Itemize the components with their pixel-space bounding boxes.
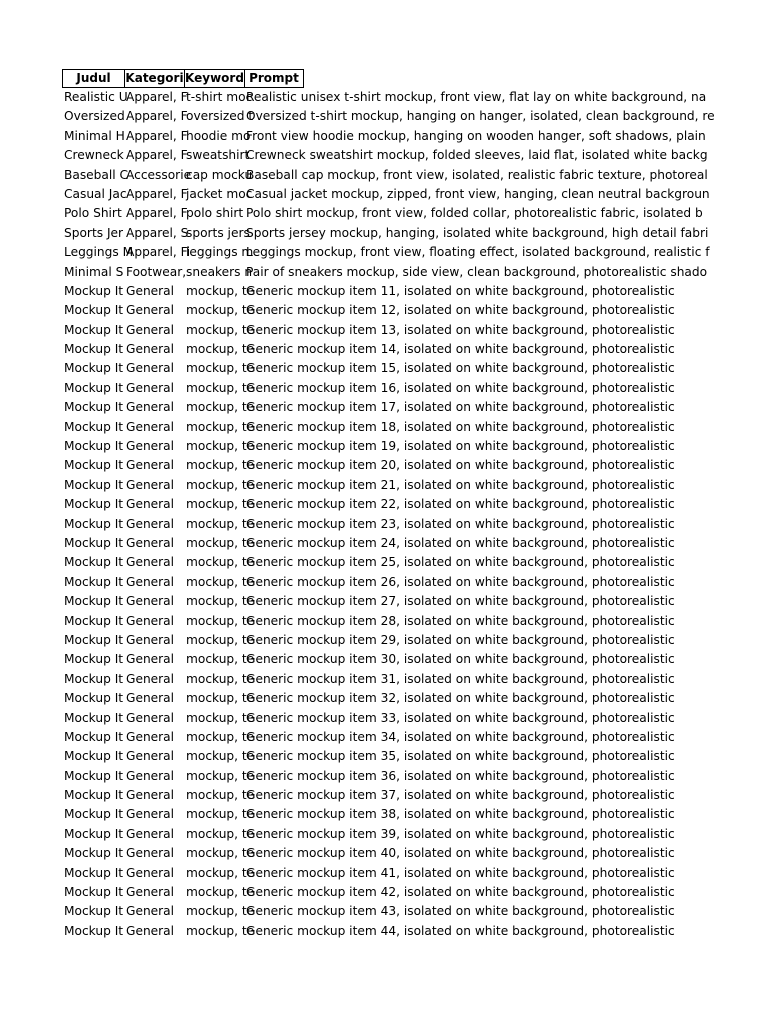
table-row <box>62 127 706 146</box>
table-row <box>62 612 675 631</box>
cell-keyword: mockup, te <box>186 439 255 454</box>
cell-keyword: mockup, te <box>186 555 255 570</box>
table-row <box>62 224 709 243</box>
cell-kategori: General <box>126 710 175 725</box>
cell-judul: Mockup It <box>64 419 124 434</box>
cell-prompt: Generic mockup item 13, isolated on white background, photorealistic <box>246 322 675 337</box>
table-row <box>62 146 708 165</box>
cell-prompt: Leggings mockup, front view, floating effect, isolated background, realistic f <box>246 245 710 260</box>
cell-kategori: General <box>126 574 175 589</box>
table-row <box>62 631 675 650</box>
cell-kategori: General <box>126 555 175 570</box>
table-row <box>62 437 675 456</box>
table-row <box>62 844 675 863</box>
cell-judul: Minimal S <box>64 264 124 279</box>
cell-kategori: General <box>126 768 175 783</box>
cell-prompt: Generic mockup item 42, isolated on white background, photorealistic <box>246 885 675 900</box>
cell-judul: Mockup It <box>64 904 124 919</box>
cell-judul: Mockup It <box>64 283 124 298</box>
cell-kategori: Accessorie <box>126 167 192 182</box>
cell-prompt: Casual jacket mockup, zipped, front view, hanging, clean neutral backgroun <box>246 186 710 201</box>
cell-keyword: mockup, te <box>186 419 255 434</box>
cell-keyword: mockup, te <box>186 380 255 395</box>
cell-prompt: Sports jersey mockup, hanging, isolated white background, high detail fabri <box>246 225 709 240</box>
cell-prompt: Generic mockup item 37, isolated on white background, photorealistic <box>246 788 675 803</box>
cell-judul: Mockup It <box>64 885 124 900</box>
cell-judul: Mockup It <box>64 768 124 783</box>
cell-judul: Mockup It <box>64 458 124 473</box>
cell-kategori: General <box>126 749 175 764</box>
cell-prompt: Generic mockup item 36, isolated on white background, photorealistic <box>246 768 675 783</box>
cell-keyword: mockup, te <box>186 574 255 589</box>
cell-judul: Mockup It <box>64 497 124 512</box>
cell-keyword: mockup, te <box>186 477 255 492</box>
cell-prompt: Generic mockup item 19, isolated on white background, photorealistic <box>246 439 675 454</box>
cell-prompt: Generic mockup item 25, isolated on white background, photorealistic <box>246 555 675 570</box>
cell-prompt: Generic mockup item 24, isolated on white background, photorealistic <box>246 535 675 550</box>
cell-keyword: mockup, te <box>186 768 255 783</box>
cell-keyword: mockup, te <box>186 361 255 376</box>
table-body <box>62 88 715 941</box>
cell-prompt: Generic mockup item 38, isolated on white background, photorealistic <box>246 807 675 822</box>
cell-prompt: Generic mockup item 28, isolated on white background, photorealistic <box>246 613 675 628</box>
cell-prompt: Crewneck sweatshirt mockup, folded sleeves, laid flat, isolated white backg <box>246 148 708 163</box>
table-row <box>62 864 675 883</box>
cell-prompt: Generic mockup item 27, isolated on white background, photorealistic <box>246 594 675 609</box>
cell-prompt: Generic mockup item 12, isolated on white background, photorealistic <box>246 303 675 318</box>
cell-judul: Mockup It <box>64 535 124 550</box>
table-row <box>62 534 675 553</box>
table-row <box>62 282 675 301</box>
table-row <box>62 379 675 398</box>
cell-judul: Mockup It <box>64 846 124 861</box>
cell-kategori: Apparel, F <box>126 109 188 124</box>
spreadsheet-table <box>62 69 715 941</box>
cell-keyword: mockup, te <box>186 749 255 764</box>
cell-judul: Mockup It <box>64 322 124 337</box>
table-row <box>62 922 675 941</box>
cell-keyword: polo shirt <box>186 206 244 221</box>
table-row <box>62 515 675 534</box>
cell-kategori: General <box>126 826 175 841</box>
cell-judul: Mockup It <box>64 400 124 415</box>
cell-judul: Mockup It <box>64 380 124 395</box>
table-row <box>62 883 675 902</box>
cell-keyword: leggings m <box>186 245 254 260</box>
cell-kategori: General <box>126 594 175 609</box>
cell-keyword: mockup, te <box>186 303 255 318</box>
cell-keyword: mockup, te <box>186 283 255 298</box>
cell-judul: Mockup It <box>64 477 124 492</box>
cell-judul: Casual Jac <box>64 186 127 201</box>
cell-judul: Mockup It <box>64 555 124 570</box>
table-row <box>62 902 675 921</box>
cell-prompt: Generic mockup item 20, isolated on white background, photorealistic <box>246 458 675 473</box>
table-row <box>62 709 675 728</box>
cell-kategori: General <box>126 691 175 706</box>
cell-judul: Mockup It <box>64 652 124 667</box>
table-row <box>62 107 715 126</box>
cell-keyword: mockup, te <box>186 904 255 919</box>
cell-prompt: Generic mockup item 43, isolated on white background, photorealistic <box>246 904 675 919</box>
cell-prompt: Generic mockup item 11, isolated on white background, photorealistic <box>246 283 675 298</box>
cell-keyword: mockup, te <box>186 594 255 609</box>
cell-kategori: General <box>126 865 175 880</box>
cell-keyword: mockup, te <box>186 826 255 841</box>
cell-keyword: mockup, te <box>186 613 255 628</box>
cell-kategori: General <box>126 923 175 938</box>
cell-kategori: General <box>126 361 175 376</box>
cell-judul: Sports Jer <box>64 225 124 240</box>
cell-keyword: mockup, te <box>186 788 255 803</box>
cell-prompt: Generic mockup item 31, isolated on white background, photorealistic <box>246 671 675 686</box>
header-judul: Judul <box>62 69 125 88</box>
cell-judul: Mockup It <box>64 826 124 841</box>
cell-judul: Mockup It <box>64 788 124 803</box>
table-row <box>62 728 675 747</box>
cell-kategori: General <box>126 788 175 803</box>
cell-keyword: t-shirt moc <box>186 90 253 104</box>
cell-judul: Realistic U <box>64 90 128 104</box>
table-row <box>62 243 710 262</box>
table-row <box>62 825 675 844</box>
cell-judul: Mockup It <box>64 594 124 609</box>
cell-prompt: Generic mockup item 32, isolated on white background, photorealistic <box>246 691 675 706</box>
cell-keyword: mockup, te <box>186 885 255 900</box>
cell-prompt: Generic mockup item 35, isolated on white background, photorealistic <box>246 749 675 764</box>
cell-prompt: Generic mockup item 18, isolated on white background, photorealistic <box>246 419 675 434</box>
table-row <box>62 476 675 495</box>
cell-judul: Mockup It <box>64 749 124 764</box>
cell-prompt: Generic mockup item 30, isolated on white background, photorealistic <box>246 652 675 667</box>
cell-kategori: General <box>126 380 175 395</box>
cell-judul: Mockup It <box>64 691 124 706</box>
cell-kategori: General <box>126 419 175 434</box>
header-prompt: Prompt <box>244 69 304 88</box>
cell-kategori: General <box>126 342 175 357</box>
cell-kategori: General <box>126 439 175 454</box>
table-row <box>62 670 675 689</box>
cell-kategori: General <box>126 671 175 686</box>
cell-keyword: mockup, te <box>186 865 255 880</box>
header-keyword: Keyword <box>184 69 245 88</box>
cell-prompt: Generic mockup item 39, isolated on white background, photorealistic <box>246 826 675 841</box>
cell-judul: Mockup It <box>64 807 124 822</box>
cell-kategori: Apparel, F <box>126 186 188 201</box>
cell-kategori: General <box>126 458 175 473</box>
cell-prompt: Realistic unisex t-shirt mockup, front view, flat lay on white background, na <box>246 90 707 104</box>
table-row <box>62 340 675 359</box>
cell-keyword: sports jers <box>186 225 250 240</box>
cell-prompt: Generic mockup item 44, isolated on white background, photorealistic <box>246 923 675 938</box>
cell-prompt: Generic mockup item 15, isolated on white background, photorealistic <box>246 361 675 376</box>
table-row <box>62 359 675 378</box>
cell-keyword: mockup, te <box>186 632 255 647</box>
cell-kategori: General <box>126 497 175 512</box>
cell-kategori: Apparel, S <box>126 225 189 240</box>
cell-kategori: General <box>126 729 175 744</box>
cell-keyword: mockup, te <box>186 535 255 550</box>
table-row <box>62 592 675 611</box>
table-row <box>62 805 675 824</box>
cell-kategori: General <box>126 516 175 531</box>
cell-prompt: Polo shirt mockup, front view, folded collar, photorealistic fabric, isolated b <box>246 206 703 221</box>
cell-kategori: General <box>126 322 175 337</box>
cell-keyword: sweatshirt <box>186 148 250 163</box>
cell-judul: Crewneck <box>64 148 124 163</box>
cell-kategori: Apparel, F <box>126 90 188 104</box>
cell-keyword: mockup, te <box>186 342 255 357</box>
cell-kategori: General <box>126 632 175 647</box>
table-row <box>62 204 703 223</box>
cell-prompt: Generic mockup item 29, isolated on white background, photorealistic <box>246 632 675 647</box>
table-row <box>62 418 675 437</box>
cell-judul: Leggings M <box>64 245 134 260</box>
cell-keyword: mockup, te <box>186 322 255 337</box>
cell-judul: Mockup It <box>64 923 124 938</box>
cell-keyword: hoodie mo <box>186 128 251 143</box>
cell-kategori: Apparel, Fi <box>126 245 191 260</box>
table-row <box>62 689 675 708</box>
cell-prompt: Generic mockup item 16, isolated on white background, photorealistic <box>246 380 675 395</box>
cell-keyword: mockup, te <box>186 400 255 415</box>
cell-keyword: mockup, te <box>186 691 255 706</box>
cell-kategori: General <box>126 283 175 298</box>
cell-keyword: sneakers n <box>186 264 253 279</box>
cell-kategori: General <box>126 535 175 550</box>
table-row <box>62 767 675 786</box>
cell-prompt: Generic mockup item 33, isolated on white background, photorealistic <box>246 710 675 725</box>
cell-judul: Mockup It <box>64 574 124 589</box>
cell-prompt: Generic mockup item 14, isolated on white background, photorealistic <box>246 342 675 357</box>
cell-judul: Minimal H <box>64 128 125 143</box>
cell-keyword: mockup, te <box>186 807 255 822</box>
cell-keyword: mockup, te <box>186 497 255 512</box>
cell-judul: Mockup It <box>64 303 124 318</box>
cell-keyword: mockup, te <box>186 846 255 861</box>
table-row <box>62 456 675 475</box>
cell-keyword: mockup, te <box>186 516 255 531</box>
cell-keyword: cap mocku <box>186 167 253 182</box>
table-row <box>62 747 675 766</box>
cell-judul: Mockup It <box>64 613 124 628</box>
cell-kategori: General <box>126 885 175 900</box>
cell-kategori: General <box>126 477 175 492</box>
cell-keyword: mockup, te <box>186 923 255 938</box>
table-row <box>62 398 675 417</box>
cell-judul: Mockup It <box>64 865 124 880</box>
cell-keyword: mockup, te <box>186 652 255 667</box>
cell-prompt: Generic mockup item 34, isolated on white background, photorealistic <box>246 729 675 744</box>
table-row <box>62 301 675 320</box>
cell-kategori: Apparel, F <box>126 148 188 163</box>
cell-judul: Mockup It <box>64 710 124 725</box>
cell-prompt: Baseball cap mockup, front view, isolated, realistic fabric texture, photoreal <box>246 167 708 182</box>
cell-keyword: mockup, te <box>186 729 255 744</box>
cell-keyword: mockup, te <box>186 710 255 725</box>
cell-prompt: Pair of sneakers mockup, side view, clean background, photorealistic shado <box>246 264 708 279</box>
table-row <box>62 553 675 572</box>
cell-keyword: jacket moc <box>186 186 253 201</box>
header-kategori: Kategori <box>124 69 185 88</box>
cell-keyword: oversized t <box>186 109 254 124</box>
cell-prompt: Generic mockup item 21, isolated on white background, photorealistic <box>246 477 675 492</box>
cell-kategori: Apparel, F <box>126 128 188 143</box>
cell-judul: Mockup It <box>64 439 124 454</box>
cell-kategori: Apparel, F <box>126 206 188 221</box>
cell-kategori: General <box>126 613 175 628</box>
cell-judul: Mockup It <box>64 516 124 531</box>
cell-keyword: mockup, te <box>186 458 255 473</box>
cell-prompt: Front view hoodie mockup, hanging on wooden hanger, soft shadows, plain <box>246 128 706 143</box>
header-row <box>62 69 668 88</box>
cell-judul: Mockup It <box>64 671 124 686</box>
table-row <box>62 185 710 204</box>
table-row <box>62 786 675 805</box>
cell-judul: Oversized <box>64 109 125 124</box>
table-row <box>62 495 675 514</box>
table-row <box>62 166 708 185</box>
cell-judul: Mockup It <box>64 361 124 376</box>
cell-kategori: General <box>126 303 175 318</box>
cell-kategori: Footwear, <box>126 264 187 279</box>
cell-kategori: General <box>126 846 175 861</box>
cell-prompt: Generic mockup item 23, isolated on white background, photorealistic <box>246 516 675 531</box>
cell-judul: Polo Shirt <box>64 206 122 221</box>
cell-judul: Mockup It <box>64 632 124 647</box>
cell-prompt: Generic mockup item 26, isolated on white background, photorealistic <box>246 574 675 589</box>
table-row <box>62 573 675 592</box>
cell-keyword: mockup, te <box>186 671 255 686</box>
table-row <box>62 321 675 340</box>
cell-prompt: Generic mockup item 22, isolated on white background, photorealistic <box>246 497 675 512</box>
cell-kategori: General <box>126 652 175 667</box>
cell-kategori: General <box>126 400 175 415</box>
table-row <box>62 650 675 669</box>
cell-judul: Mockup It <box>64 729 124 744</box>
cell-prompt: Generic mockup item 40, isolated on white background, photorealistic <box>246 846 675 861</box>
cell-kategori: General <box>126 807 175 822</box>
table-row <box>62 263 708 282</box>
cell-judul: Baseball C <box>64 167 129 182</box>
cell-judul: Mockup It <box>64 342 124 357</box>
cell-prompt: Oversized t-shirt mockup, hanging on hanger, isolated, clean background, re <box>246 109 715 124</box>
cell-prompt: Generic mockup item 41, isolated on white background, photorealistic <box>246 865 675 880</box>
cell-kategori: General <box>126 904 175 919</box>
cell-prompt: Generic mockup item 17, isolated on white background, photorealistic <box>246 400 675 415</box>
table-row <box>62 88 707 107</box>
